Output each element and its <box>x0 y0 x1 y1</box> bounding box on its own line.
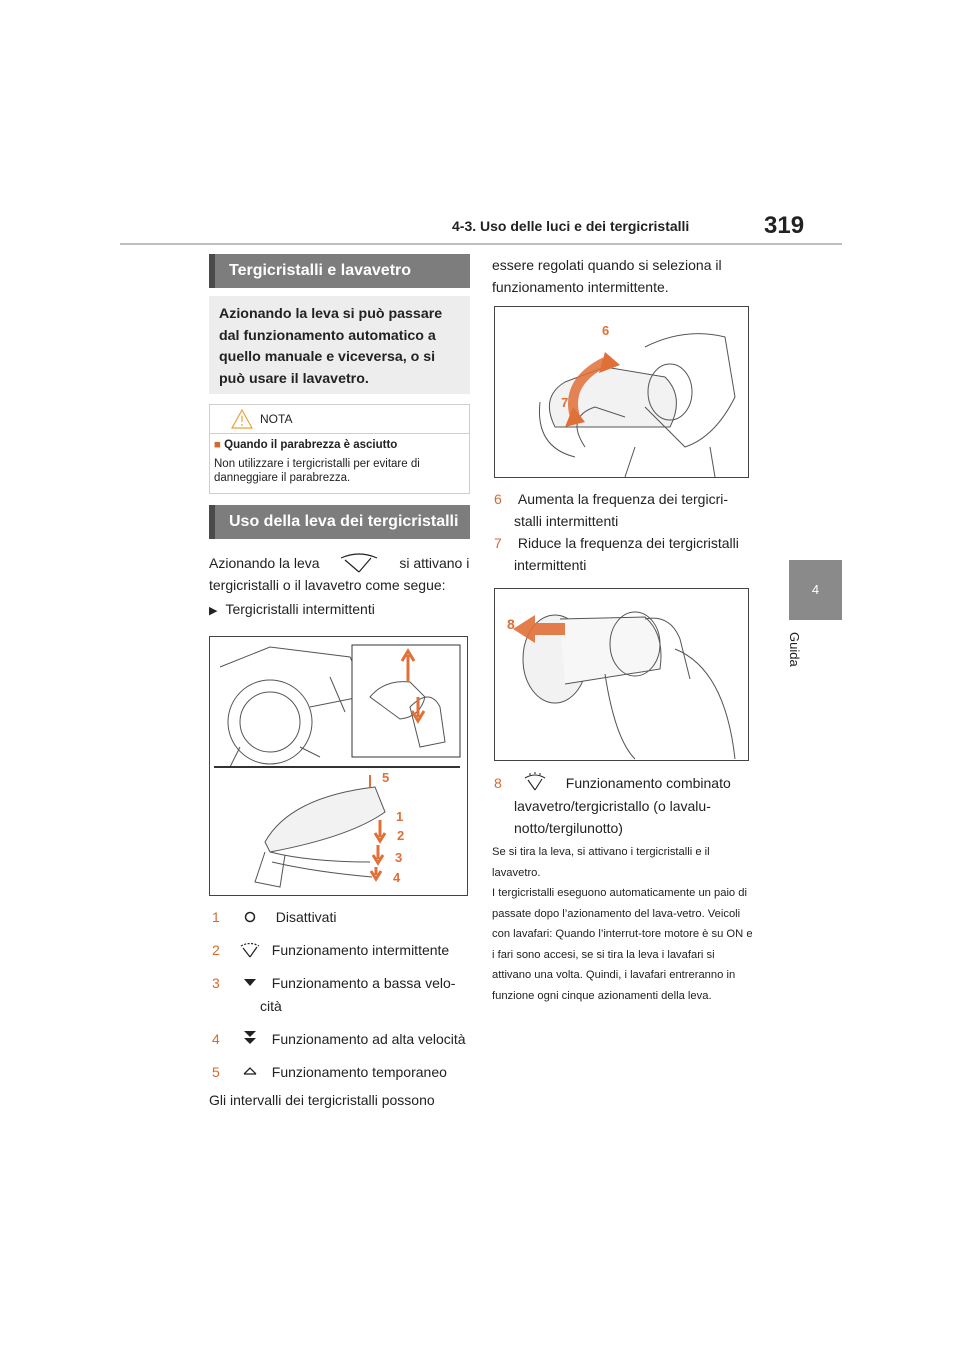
item-2: 2 Funzionamento intermittente <box>212 942 450 958</box>
figure-frequency-dial <box>494 306 749 478</box>
dial-illustration <box>495 307 748 477</box>
warning-triangle-icon <box>230 408 254 430</box>
fig1-label-5: 5 <box>382 770 390 785</box>
fig2-label-6: 6 <box>602 323 610 338</box>
bullet-intermittent: ▶ Tergicristalli intermittenti <box>209 601 375 617</box>
nota-body: Non utilizzare i tergicristalli per evitare di danneggiare il parabrezza. <box>214 458 420 484</box>
nota-subtitle: ■ Quando il parabrezza è asciutto <box>214 439 398 451</box>
intermittent-wiper-icon <box>238 942 262 958</box>
lever-illustration <box>210 637 467 895</box>
section-header-title: 4-3. Uso delle luci e dei tergicristalli <box>452 218 690 234</box>
header-divider <box>120 243 842 245</box>
fig3-label-8: 8 <box>507 616 515 632</box>
square-bullet-icon: ■ <box>214 439 221 451</box>
item-8-line2: lavavetro/tergicristallo (o lavalu- <box>514 798 711 814</box>
note-paragraph-1: Se si tira la leva, si attivano i tergicristalli e il lavavetro. <box>492 846 710 879</box>
right-intro-line2: funzionamento intermittente. <box>492 279 669 295</box>
note-paragraph-2: I tergicristalli eseguono automaticamente un paio di passate dopo l’azionamento del lava-vetro. Veicoli con lavafari: Quando l’interrut-tore motore è su ON e i fari sono accesi, se si tira la leva i lavafari si attivano una volta. Quindi, i lavafari entreranno in funzione ogni cinque azionamenti della leva. <box>492 887 753 1002</box>
left-tail-text: Gli intervalli dei tergicristalli possono <box>209 1092 435 1108</box>
item-8: 8 Funzionamento combinato <box>494 772 731 794</box>
item-6: 6 Aumenta la frequenza dei tergicri- <box>494 491 728 507</box>
nota-title: NOTA <box>260 412 293 426</box>
washer-wiper-icon <box>522 772 548 792</box>
lever-para-line2: tergicristalli o il lavavetro come segue: <box>209 577 446 593</box>
nota-header <box>210 405 469 434</box>
nota-box <box>209 404 470 494</box>
item-8-line3: notto/tergilunotto) <box>514 820 623 836</box>
washer-illustration <box>495 589 748 760</box>
fig1-label-3: 3 <box>395 850 403 865</box>
chapter-label: Guida <box>787 632 802 667</box>
page-number: 319 <box>764 212 805 239</box>
item-3-line2: cità <box>260 998 282 1014</box>
mist-icon <box>240 1065 260 1077</box>
item-3: 3 Funzionamento a bassa velo- <box>212 975 456 991</box>
section-title-lever: Uso della leva dei tergicristalli <box>209 505 470 539</box>
wiper-lever-icon <box>337 552 381 574</box>
fig2-label-7: 7 <box>561 395 569 410</box>
item-5: 5 Funzionamento temporaneo <box>212 1064 447 1080</box>
chapter-tab: 4 <box>789 560 842 620</box>
fig1-label-2: 2 <box>397 828 405 843</box>
fig1-label-4: 4 <box>393 870 401 885</box>
item-1: 1 Disattivati <box>212 909 337 925</box>
triangle-bullet-icon: ▶ <box>209 605 218 617</box>
low-speed-icon <box>240 976 260 988</box>
high-speed-icon <box>240 1030 260 1046</box>
section-title-wipers: Tergicristalli e lavavetro <box>209 254 470 288</box>
item-7-line2: intermittenti <box>514 557 587 573</box>
section-intro: Azionando la leva si può passare dal funzionamento automatico a quello manuale e viceversa, o si può usare il lavavetro. <box>209 296 470 394</box>
off-circle-icon <box>240 910 260 924</box>
item-4: 4 Funzionamento ad alta velocità <box>212 1031 466 1047</box>
figure-washer-pull <box>494 588 749 761</box>
fig1-label-1: 1 <box>396 809 404 824</box>
right-intro-line1: essere regolati quando si seleziona il <box>492 257 722 273</box>
figure-lever-positions <box>209 636 468 896</box>
lever-para-line1: Azionando la leva si attivano i <box>209 552 469 574</box>
item-7: 7 Riduce la frequenza dei tergicristalli <box>494 535 739 551</box>
item-6-line2: stalli intermittenti <box>514 513 619 529</box>
